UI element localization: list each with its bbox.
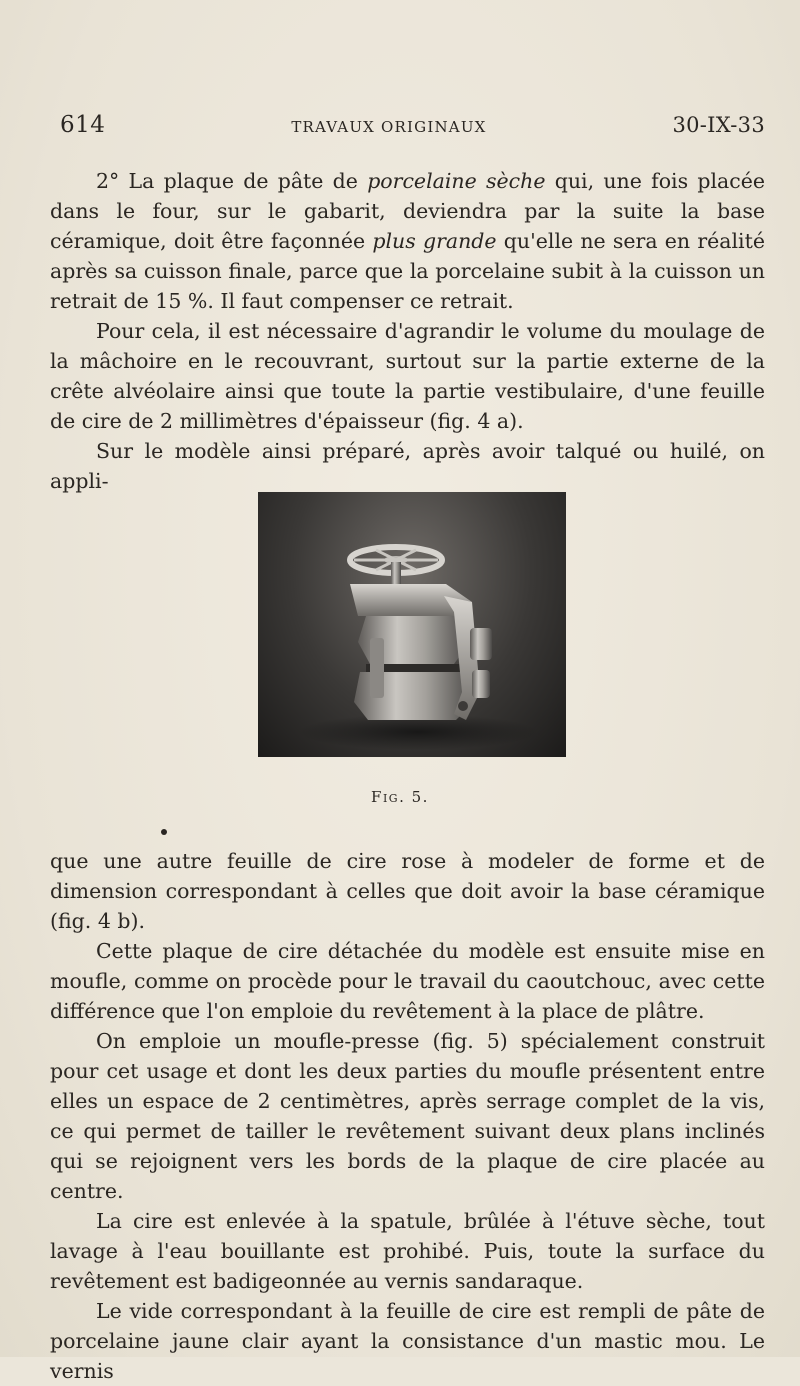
text-run: que une autre feuille de cire rose à modeler de forme et de dimension correspondant à celles que doit avoir la base céramique (fig. 4 b).	[50, 849, 765, 933]
text-run: La cire est enlevée à la spatule, brûlée à l'étuve sèche, tout lavage à l'eau bouillante est prohibé. Puis, toute la surface du revêtement est badigeonnée au vernis sandaraque.	[50, 1209, 765, 1293]
figure-caption	[0, 788, 800, 806]
text-run: Cette plaque de cire détachée du modèle est ensuite mise en moufle, comme on procède pour le travail du caoutchouc, avec cette différence que l'on emploie du revêtement à la place de plâtre.	[50, 939, 765, 1023]
figure-5-photo	[258, 492, 566, 757]
running-header	[60, 112, 765, 146]
text-run: Sur le modèle ainsi préparé, après avoir talqué ou huilé, on appli-	[50, 439, 765, 493]
text-run: Pour cela, il est nécessaire d'agrandir le volume du moulage de la mâchoire en le recouvrant, surtout sur la partie externe de la crête alvéolaire ainsi que toute la partie vestibulaire, d'une feuille de cire de 2 millimètres d'épaisseur (fig. 4 a).	[50, 319, 765, 433]
paragraph	[50, 1296, 765, 1386]
paragraph	[50, 936, 765, 1026]
text-run: Le vide correspondant à la feuille de cire est rempli de pâte de porcelaine jaune clair ayant la consistance d'un mastic mou. Le vernis	[50, 1299, 765, 1383]
text-run: qui, une fois placée dans le four, sur le gabarit, deviendra par la suite la base céramique, doit être façonnée	[50, 169, 766, 253]
paragraph	[50, 1206, 765, 1296]
paragraph	[50, 166, 765, 316]
text-block-bottom	[50, 846, 765, 1386]
italic-text: porcelaine sèche	[367, 169, 546, 193]
italic-text: plus grande	[372, 229, 497, 253]
paragraph	[50, 846, 765, 936]
paragraph	[50, 436, 765, 496]
flask-press-icon	[258, 492, 566, 757]
ink-dot	[161, 829, 167, 835]
text-run: 2° La plaque de pâte de	[96, 169, 368, 193]
text-block-top	[50, 166, 765, 496]
issue-date: 30-IX-33	[672, 113, 765, 137]
figure-number: 5.	[411, 788, 429, 806]
running-title: TRAVAUX ORIGINAUX	[291, 118, 487, 136]
figure-label: Fig.	[371, 788, 406, 806]
paragraph	[50, 316, 765, 436]
text-run: qu'elle ne sera en réalité après sa cuisson finale, parce que la porcelaine subit à la cuisson un retrait de 15 %. Il faut compenser ce retrait.	[50, 229, 765, 313]
text-run: On emploie un moufle-presse (fig. 5) spécialement construit pour cet usage et dont les deux parties du moufle présentent entre elles un espace de 2 centimètres, après serrage complet de la vis, ce qui permet de tailler le revêtement suivant deux plans inclinés qui se rejoignent vers les bords de la plaque de cire placée au centre.	[50, 1029, 765, 1203]
page-number: 614	[60, 112, 106, 138]
paragraph	[50, 1026, 765, 1206]
